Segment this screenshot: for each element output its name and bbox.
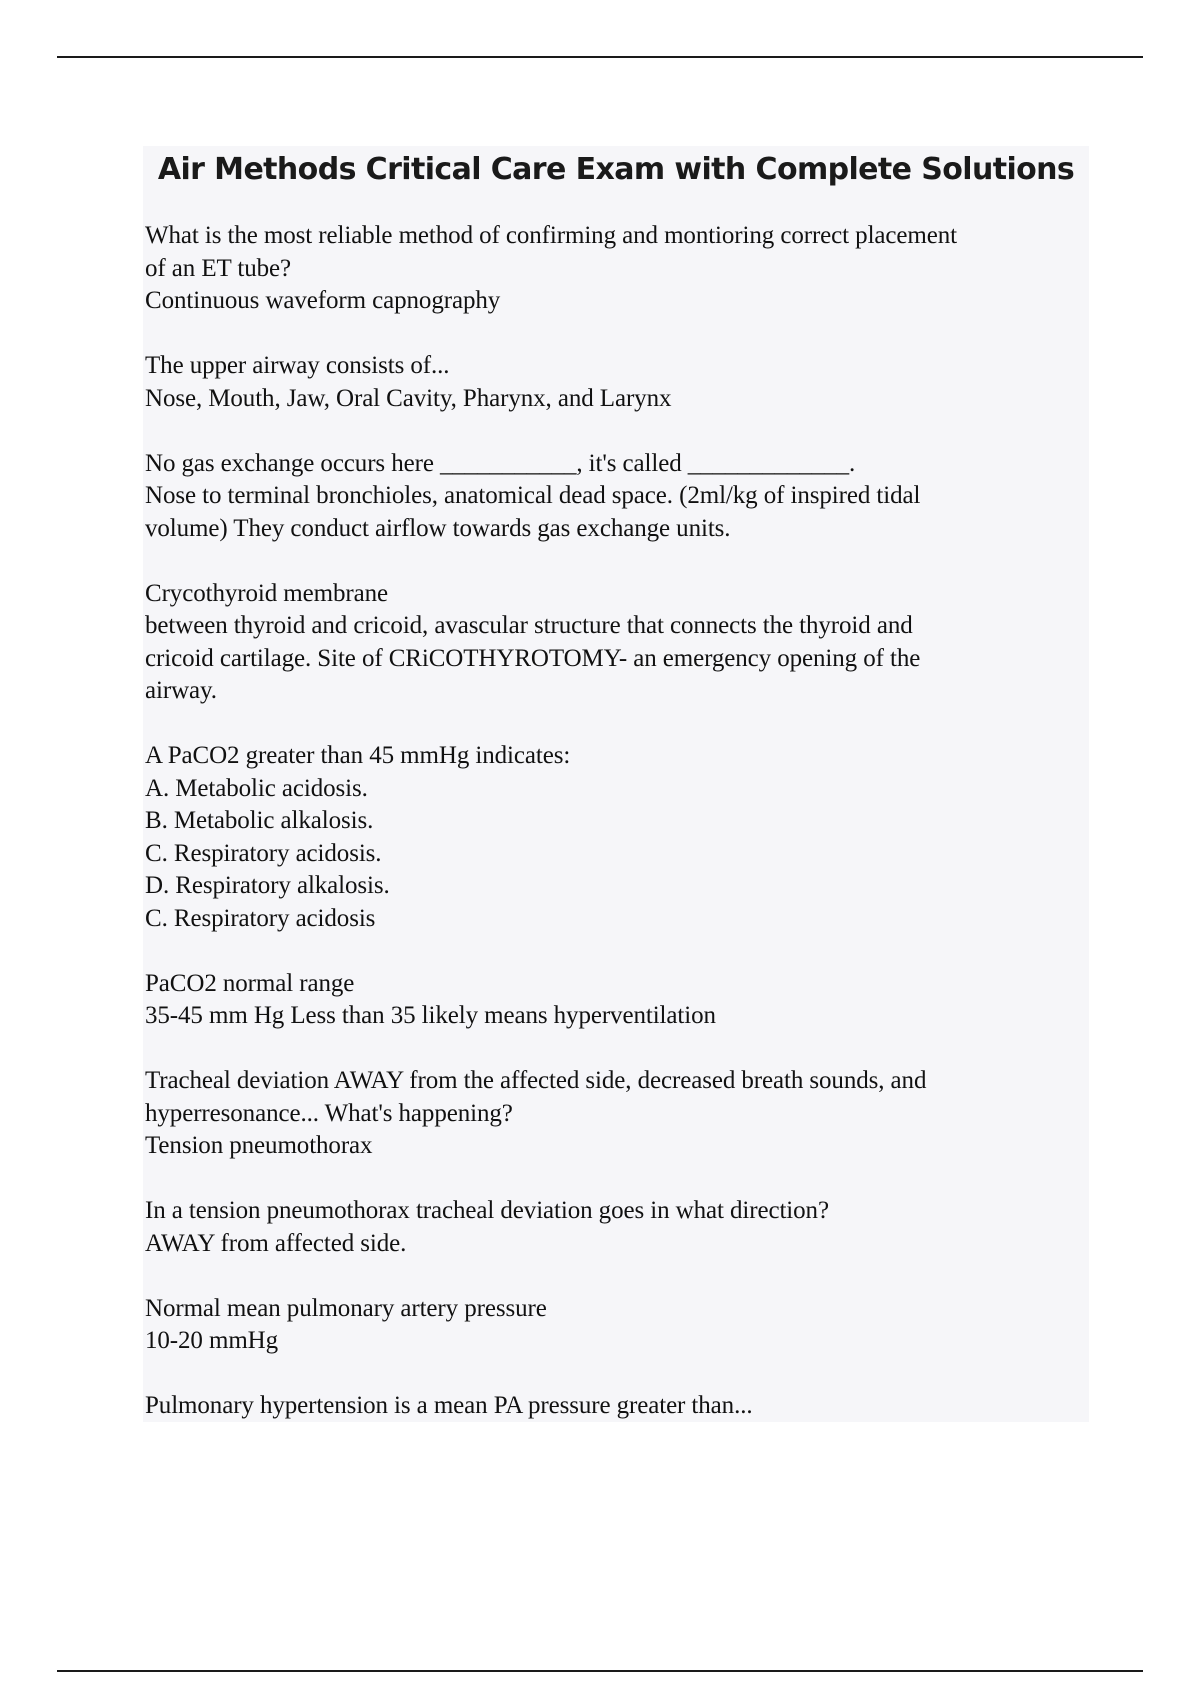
qa-block — [145, 1065, 1087, 1163]
qa-block — [145, 1390, 1087, 1423]
answer-line: airway. — [145, 677, 217, 704]
answer-line: between thyroid and cricoid, avascular structure that connects the thyroid and — [145, 612, 913, 639]
question-line: Pulmonary hypertension is a mean PA pressure greater than... — [145, 1392, 753, 1419]
question-line: Normal mean pulmonary artery pressure — [145, 1294, 547, 1322]
answer-line: C. Respiratory acidosis — [145, 904, 376, 932]
option-line: D. Respiratory alkalosis. — [145, 872, 390, 899]
question-line: No gas exchange occurs here ___________, it's called _____________. — [145, 449, 856, 477]
answer-line: cricoid cartilage. Site of CRiCOTHYROTOMY- an emergency opening of the — [145, 644, 921, 672]
option-line: C. Respiratory acidosis. — [145, 839, 382, 867]
qa-block — [145, 448, 1087, 546]
question-line: hyperresonance... What's happening? — [145, 1099, 513, 1127]
answer-line: Continuous waveform capnography — [145, 287, 501, 314]
bottom-rule — [57, 1670, 1143, 1672]
answer-line: Nose, Mouth, Jaw, Oral Cavity, Pharynx, and Larynx — [145, 384, 672, 412]
question-line: What is the most reliable method of confirming and montioring correct placement — [145, 222, 957, 249]
question-line: A PaCO2 greater than 45 mmHg indicates: — [145, 742, 571, 769]
option-line: B. Metabolic alkalosis. — [145, 807, 374, 834]
answer-line: volume) They conduct airflow towards gas exchange units. — [145, 514, 731, 542]
qa-block — [145, 1293, 1087, 1358]
question-line: In a tension pneumothorax tracheal deviation goes in what direction? — [145, 1197, 829, 1224]
question-line: The upper airway consists of... — [145, 352, 450, 379]
top-rule — [57, 56, 1143, 58]
answer-line: AWAY from affected side. — [145, 1229, 407, 1257]
question-line: PaCO2 normal range — [145, 969, 355, 997]
qa-block — [145, 968, 1087, 1033]
qa-block — [145, 1195, 1087, 1260]
answer-line: 35-45 mm Hg Less than 35 likely means hyperventilation — [145, 1002, 716, 1029]
question-line: of an ET tube? — [145, 254, 292, 282]
answer-line: Tension pneumothorax — [145, 1132, 373, 1159]
answer-line: Nose to terminal bronchioles, anatomical dead space. (2ml/kg of inspired tidal — [145, 482, 921, 509]
document-title: Air Methods Critical Care Exam with Complete Solutions — [157, 152, 1075, 187]
qa-block — [145, 220, 1087, 318]
document-page-content — [143, 146, 1089, 1422]
answer-line: 10-20 mmHg — [145, 1327, 279, 1354]
question-line: Tracheal deviation AWAY from the affected side, decreased breath sounds, and — [145, 1067, 927, 1094]
question-line: Crycothyroid membrane — [145, 579, 388, 607]
qa-block — [145, 578, 1087, 708]
qa-block — [145, 350, 1087, 415]
option-line: A. Metabolic acidosis. — [145, 774, 368, 802]
qa-block — [145, 740, 1087, 935]
